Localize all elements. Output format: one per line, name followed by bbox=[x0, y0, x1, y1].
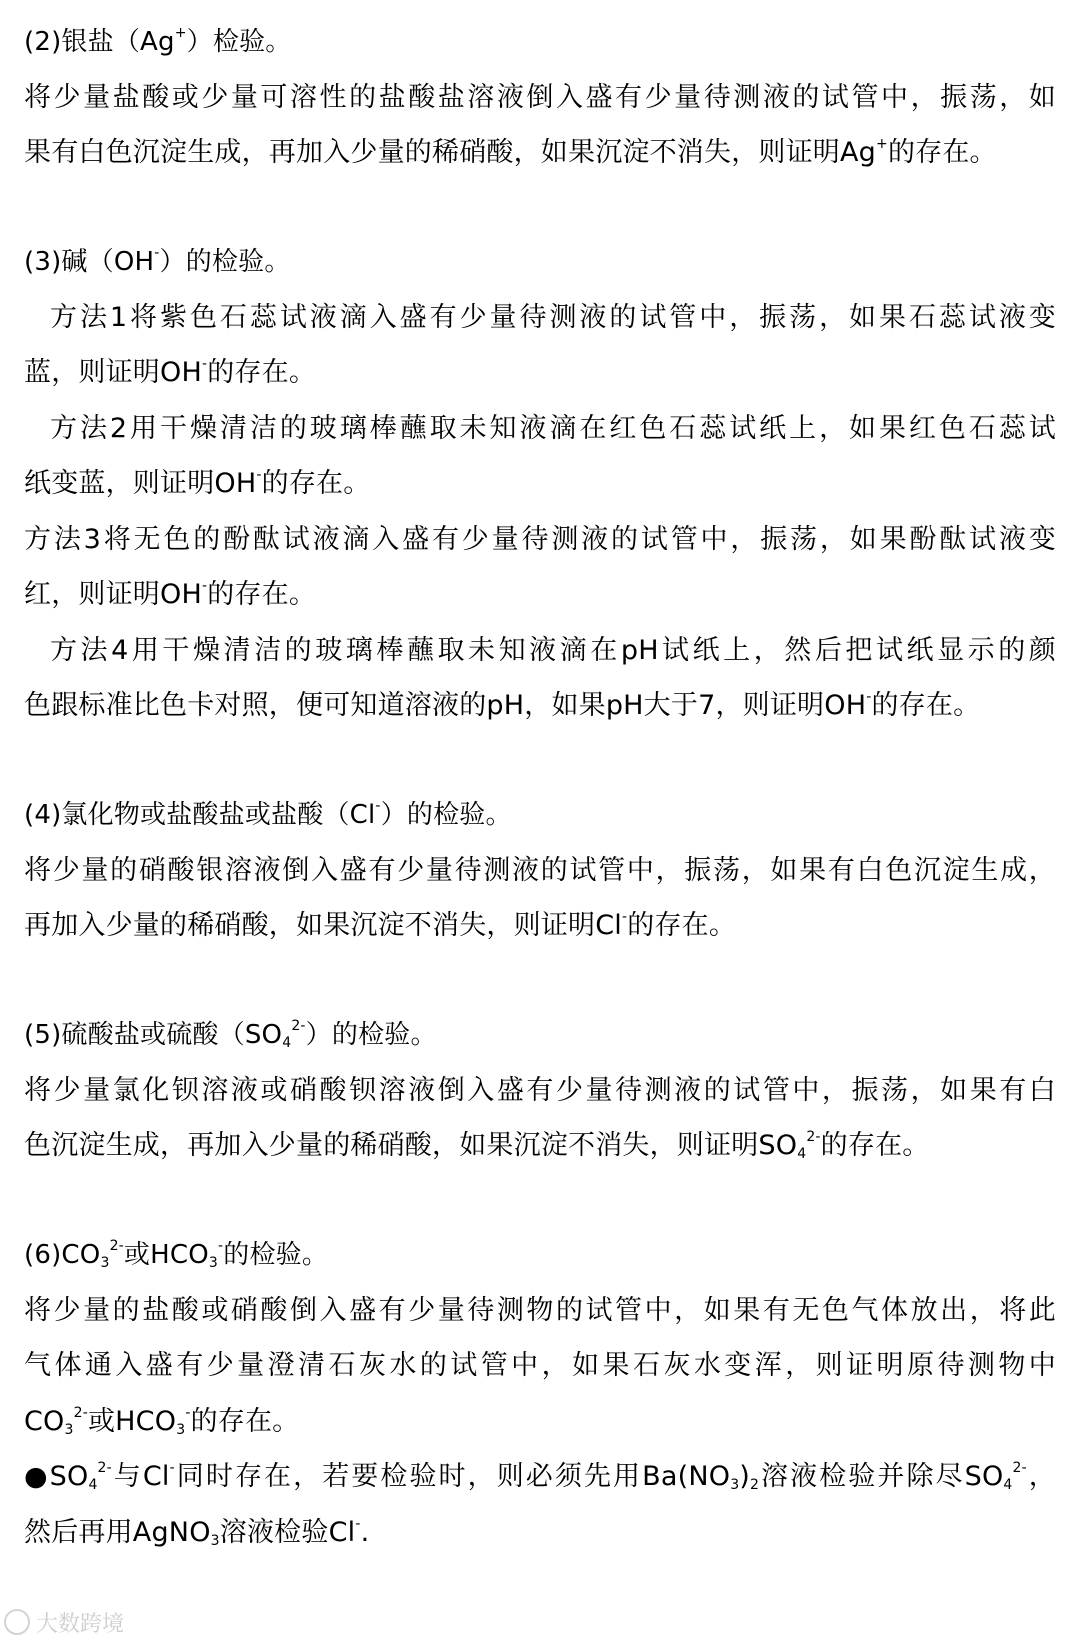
text-line: 色跟标准比色卡对照，便可知道溶液的pH，如果pH大于7，则证明OH-的存在。 bbox=[24, 689, 981, 721]
section-heading: (5)硫酸盐或硫酸$(SO_4^{2-})$的检验。 bbox=[24, 1018, 437, 1051]
text-line: 蓝，则证明OH-的存在。 bbox=[24, 356, 317, 388]
text-line: 方法3将无色的酚酞试液滴入盛有少量待测液的试管中，振荡，如果酚酞试液变 bbox=[24, 524, 1056, 555]
text-line: $CO_3^{2-}$或$HCO_3^-$的存在。 bbox=[24, 1405, 300, 1438]
section-heading: (2)银盐（Ag+）检验。 bbox=[24, 25, 292, 57]
text-line: 然后再用AgNO$_3$溶液检验Cl-. bbox=[24, 1516, 370, 1549]
circle-logo-icon bbox=[4, 1609, 30, 1635]
section-heading: (3)碱（OH-）的检验。 bbox=[24, 245, 291, 277]
text-line: 红，则证明OH-的存在。 bbox=[24, 578, 317, 610]
text-line: 方法1将紫色石蕊试液滴入盛有少量待测液的试管中，振荡，如果石蕊试液变 bbox=[50, 302, 1056, 333]
watermark bbox=[4, 1607, 124, 1637]
text-line: 再加入少量的稀硝酸，如果沉淀不消失，则证明Cl-的存在。 bbox=[24, 909, 737, 941]
section-heading: $(6)CO_3^{2-}$或$HCO_3^-$的检验。 bbox=[24, 1238, 329, 1271]
text-line: 纸变蓝，则证明OH-的存在。 bbox=[24, 467, 371, 499]
text-line: 果有白色沉淀生成，再加入少量的稀硝酸，如果沉淀不消失，则证明Ag+的存在。 bbox=[24, 136, 997, 168]
section-heading: (4)氯化物或盐酸盐或盐酸（Cl-）的检验。 bbox=[24, 798, 512, 830]
text-line: 色沉淀生成，再加入少量的稀硝酸，如果沉淀不消失，则证明$SO_4^{2-}$的存在。 bbox=[24, 1129, 930, 1162]
watermark-text: 大数跨境 bbox=[36, 1611, 125, 1637]
text-line: 将少量氯化钡溶液或硝酸钡溶液倒入盛有少量待测液的试管中，振荡，如果有白 bbox=[24, 1075, 1056, 1106]
text-line: 方法4用干燥清洁的玻璃棒蘸取未知液滴在pH试纸上，然后把试纸显示的颜 bbox=[50, 635, 1056, 666]
text-line: 方法2用干燥清洁的玻璃棒蘸取未知液滴在红色石蕊试纸上，如果红色石蕊试 bbox=[50, 413, 1056, 444]
text-line: 将少量的硝酸银溶液倒入盛有少量待测液的试管中，振荡，如果有白色沉淀生成， bbox=[24, 855, 1056, 886]
text-line: $●SO_4^{2-}$与Cl-同时存在，若要检验时，则必须先用$Ba(NO_3)_2$溶液检验并除尽$SO_4^{2-}$， bbox=[24, 1460, 1056, 1493]
text-line: 气体通入盛有少量澄清石灰水的试管中，如果石灰水变浑，则证明原待测物中 bbox=[24, 1350, 1056, 1381]
text-line: 将少量的盐酸或硝酸倒入盛有少量待测物的试管中，如果有无色气体放出，将此 bbox=[24, 1295, 1056, 1326]
text-line: 将少量盐酸或少量可溶性的盐酸盐溶液倒入盛有少量待测液的试管中，振荡，如 bbox=[24, 82, 1056, 113]
